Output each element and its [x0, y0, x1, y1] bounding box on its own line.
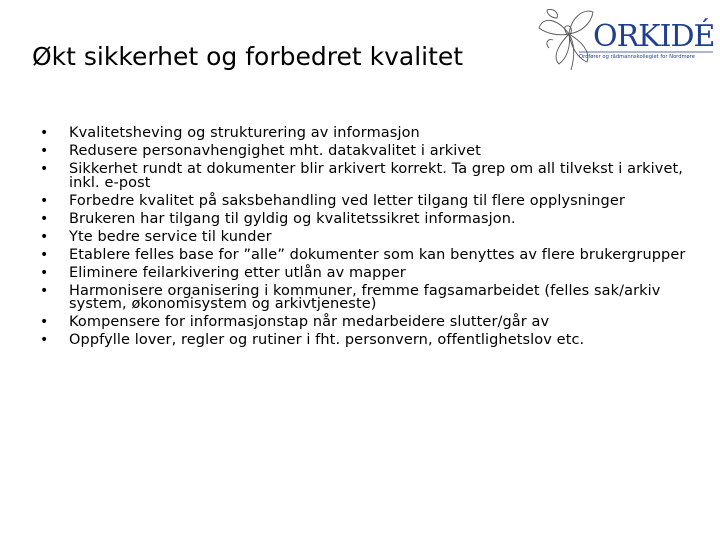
bullet-icon: • — [40, 246, 49, 263]
bullet-text: Eliminere feilarkivering etter utlån av mapper — [69, 264, 406, 281]
bullet-text: Brukeren har tilgang til gyldig og kvalitetssikret informasjon. — [69, 210, 516, 227]
bullet-text: Forbedre kvalitet på saksbehandling ved letter tilgang til flere opplysninger — [69, 192, 625, 209]
bullet-text: Redusere personavhengighet mht. datakvalitet i arkivet — [69, 143, 481, 159]
bullet-text: Yte bedre service til kunder — [69, 228, 272, 245]
orkide-logo — [535, 4, 715, 74]
logo-tagline: Ordfører og rådmannskollegiet for Nordmøre — [579, 54, 695, 60]
bullet-icon: • — [40, 332, 49, 348]
bullet-icon: • — [40, 314, 49, 330]
bullet-text: Kvalitetsheving og strukturering av informasjon — [69, 125, 420, 141]
bullet-list — [40, 127, 690, 352]
bullet-icon: • — [40, 282, 49, 299]
bullet-icon: • — [40, 143, 49, 159]
bullet-item — [40, 264, 690, 281]
bullet-item — [40, 192, 690, 209]
bullet-item — [40, 228, 690, 245]
bullet-item — [40, 145, 690, 159]
bullet-text: Kompensere for informasjonstap når medarbeidere slutter/går av — [69, 314, 550, 330]
slide-title: Økt sikkerhet og forbedret kvalitet — [32, 42, 464, 71]
bullet-item — [40, 210, 690, 227]
bullet-icon: • — [40, 210, 49, 227]
bullet-icon: • — [40, 125, 49, 141]
bullet-item — [40, 163, 690, 190]
bullet-text: Harmonisere organisering i kommuner, fremme fagsamarbeidet (felles sak/arkiv system, økonomisystem og arkivtjeneste) — [69, 282, 661, 312]
bullet-text: Oppfylle lover, regler og rutiner i fht. personvern, offentlighetslov etc. — [69, 332, 585, 348]
bullet-icon: • — [40, 161, 49, 177]
bullet-icon: • — [40, 192, 49, 209]
bullet-text: Etablere felles base for ”alle” dokumenter som kan benyttes av flere brukergrupper — [69, 246, 686, 263]
bullet-item — [40, 316, 690, 330]
bullet-icon: • — [40, 228, 49, 245]
bullet-item — [40, 282, 690, 312]
bullet-item — [40, 334, 690, 348]
bullet-icon: • — [40, 264, 49, 281]
logo-wordmark: ORKIDÉ — [593, 19, 715, 54]
bullet-text: Sikkerhet rundt at dokumenter blir arkivert korrekt. Ta grep om all tilvekst i arkivet, inkl. e-post — [69, 161, 683, 191]
bullet-item — [40, 127, 690, 141]
bullet-item — [40, 246, 690, 263]
